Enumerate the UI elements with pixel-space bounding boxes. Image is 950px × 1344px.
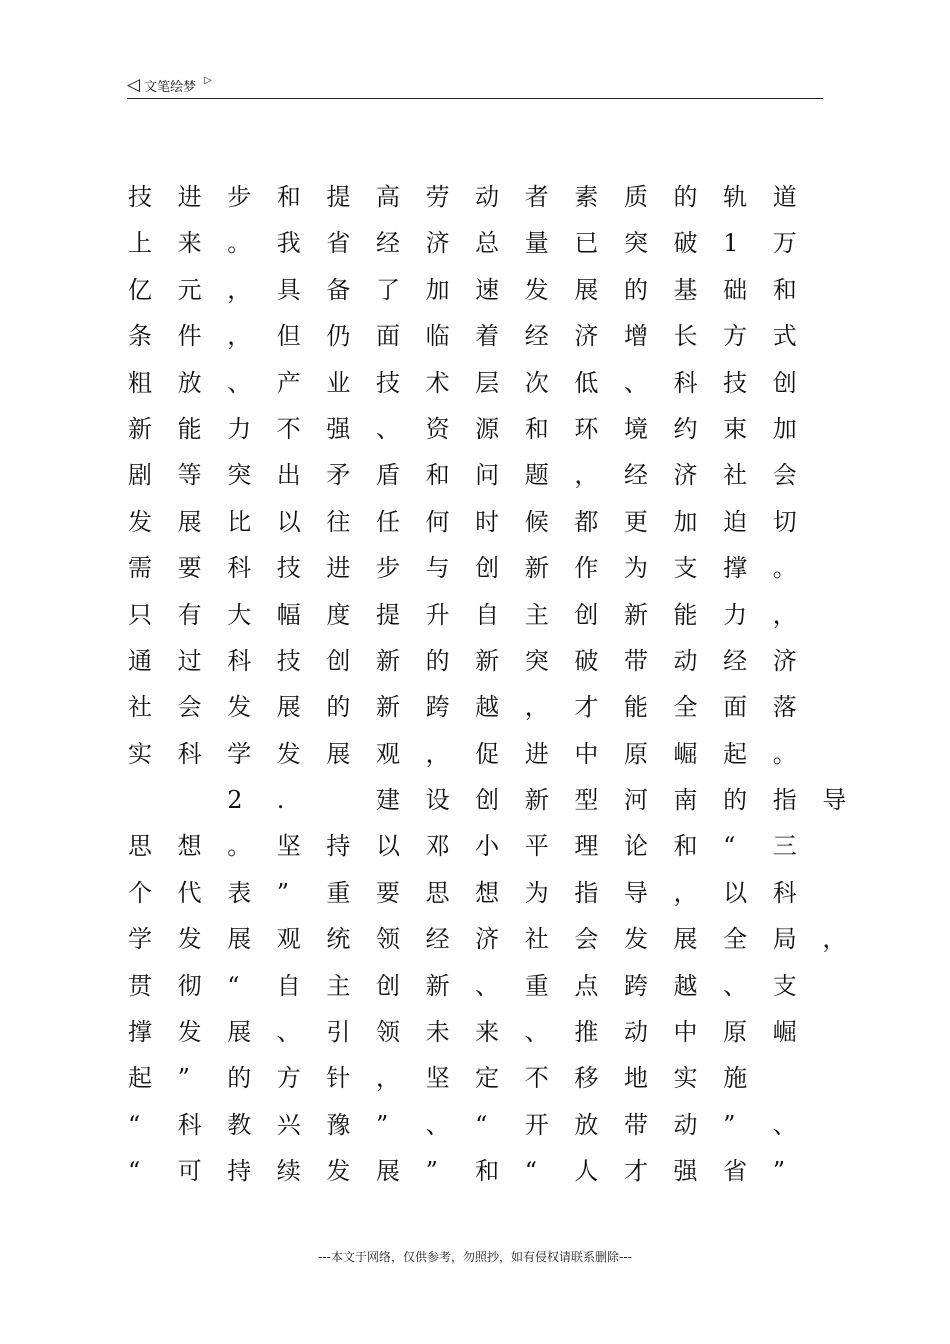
text-line: 只 有 大 幅 度 提 升 自 主 创 新 能 力 ， <box>128 600 797 629</box>
text-line: 贯 彻 “ 自 主 创 新 、 重 点 跨 越 、 支 <box>128 971 797 1000</box>
header-brand <box>127 76 212 95</box>
document-body <box>128 174 847 1195</box>
text-line: 通 过 科 技 创 新 的 新 突 破 带 动 经 济 <box>128 646 797 675</box>
text-line: 社 会 发 展 的 新 跨 越 ， 才 能 全 面 落 <box>128 693 797 722</box>
text-line: 2 . 建 设 创 新 型 河 南 的 指 导 <box>227 786 847 815</box>
text-line: “ 可 持 续 发 展 ” 和 “ 人 才 强 省 ” <box>128 1157 785 1186</box>
text-line: 撑 发 展 、 引 领 未 来 、 推 动 中 原 崛 <box>128 1018 797 1047</box>
triangle-right-icon: ▷ <box>204 74 212 86</box>
text-line: 剧 等 突 出 矛 盾 和 问 题 ， 经 济 社 会 <box>128 461 797 490</box>
header-title: 文笔绘梦 <box>144 80 197 95</box>
text-line: 条 件 ， 但 仍 面 临 着 经 济 增 长 方 式 <box>128 322 797 351</box>
text-line: 新 能 力 不 强 、 资 源 和 环 境 约 束 加 <box>128 414 797 443</box>
text-line: 起 ” 的 方 针 ， 坚 定 不 移 地 实 施 <box>128 1064 748 1093</box>
text-line: 实 科 学 发 展 观 ， 促 进 中 原 崛 起 。 <box>128 739 797 768</box>
text-line: “ 科 教 兴 豫 ” 、 “ 开 放 带 动 ” 、 <box>128 1110 797 1139</box>
text-line: 发 展 比 以 往 任 何 时 候 都 更 加 迫 切 <box>128 507 797 536</box>
text-line: 需 要 科 技 进 步 与 创 新 作 为 支 撑 。 <box>128 554 797 583</box>
footer-notice: ---本文于网络，仅供参考，勿照抄，如有侵权请联系删除--- <box>318 1250 632 1264</box>
text-line: 思 想 。 坚 持 以 邓 小 平 理 论 和 “ 三 <box>128 832 797 861</box>
text-line: 亿 元 ， 具 备 了 加 速 发 展 的 基 础 和 <box>128 275 797 304</box>
text-line: 粗 放 、 产 业 技 术 层 次 低 、 科 技 创 <box>128 368 797 397</box>
text-line: 个 代 表 ” 重 要 思 想 为 指 导 ， 以 科 <box>128 878 797 907</box>
text-line: 学 发 展 观 统 领 经 济 社 会 发 展 全 局 ， <box>128 925 847 954</box>
page-header <box>127 74 823 99</box>
triangle-left-icon: ◁ <box>127 75 141 95</box>
text-line: 技 进 步 和 提 高 劳 动 者 素 质 的 轨 道 <box>128 183 797 211</box>
text-line: 上 来 。 我 省 经 济 总 量 已 突 破 1 万 <box>128 229 797 258</box>
